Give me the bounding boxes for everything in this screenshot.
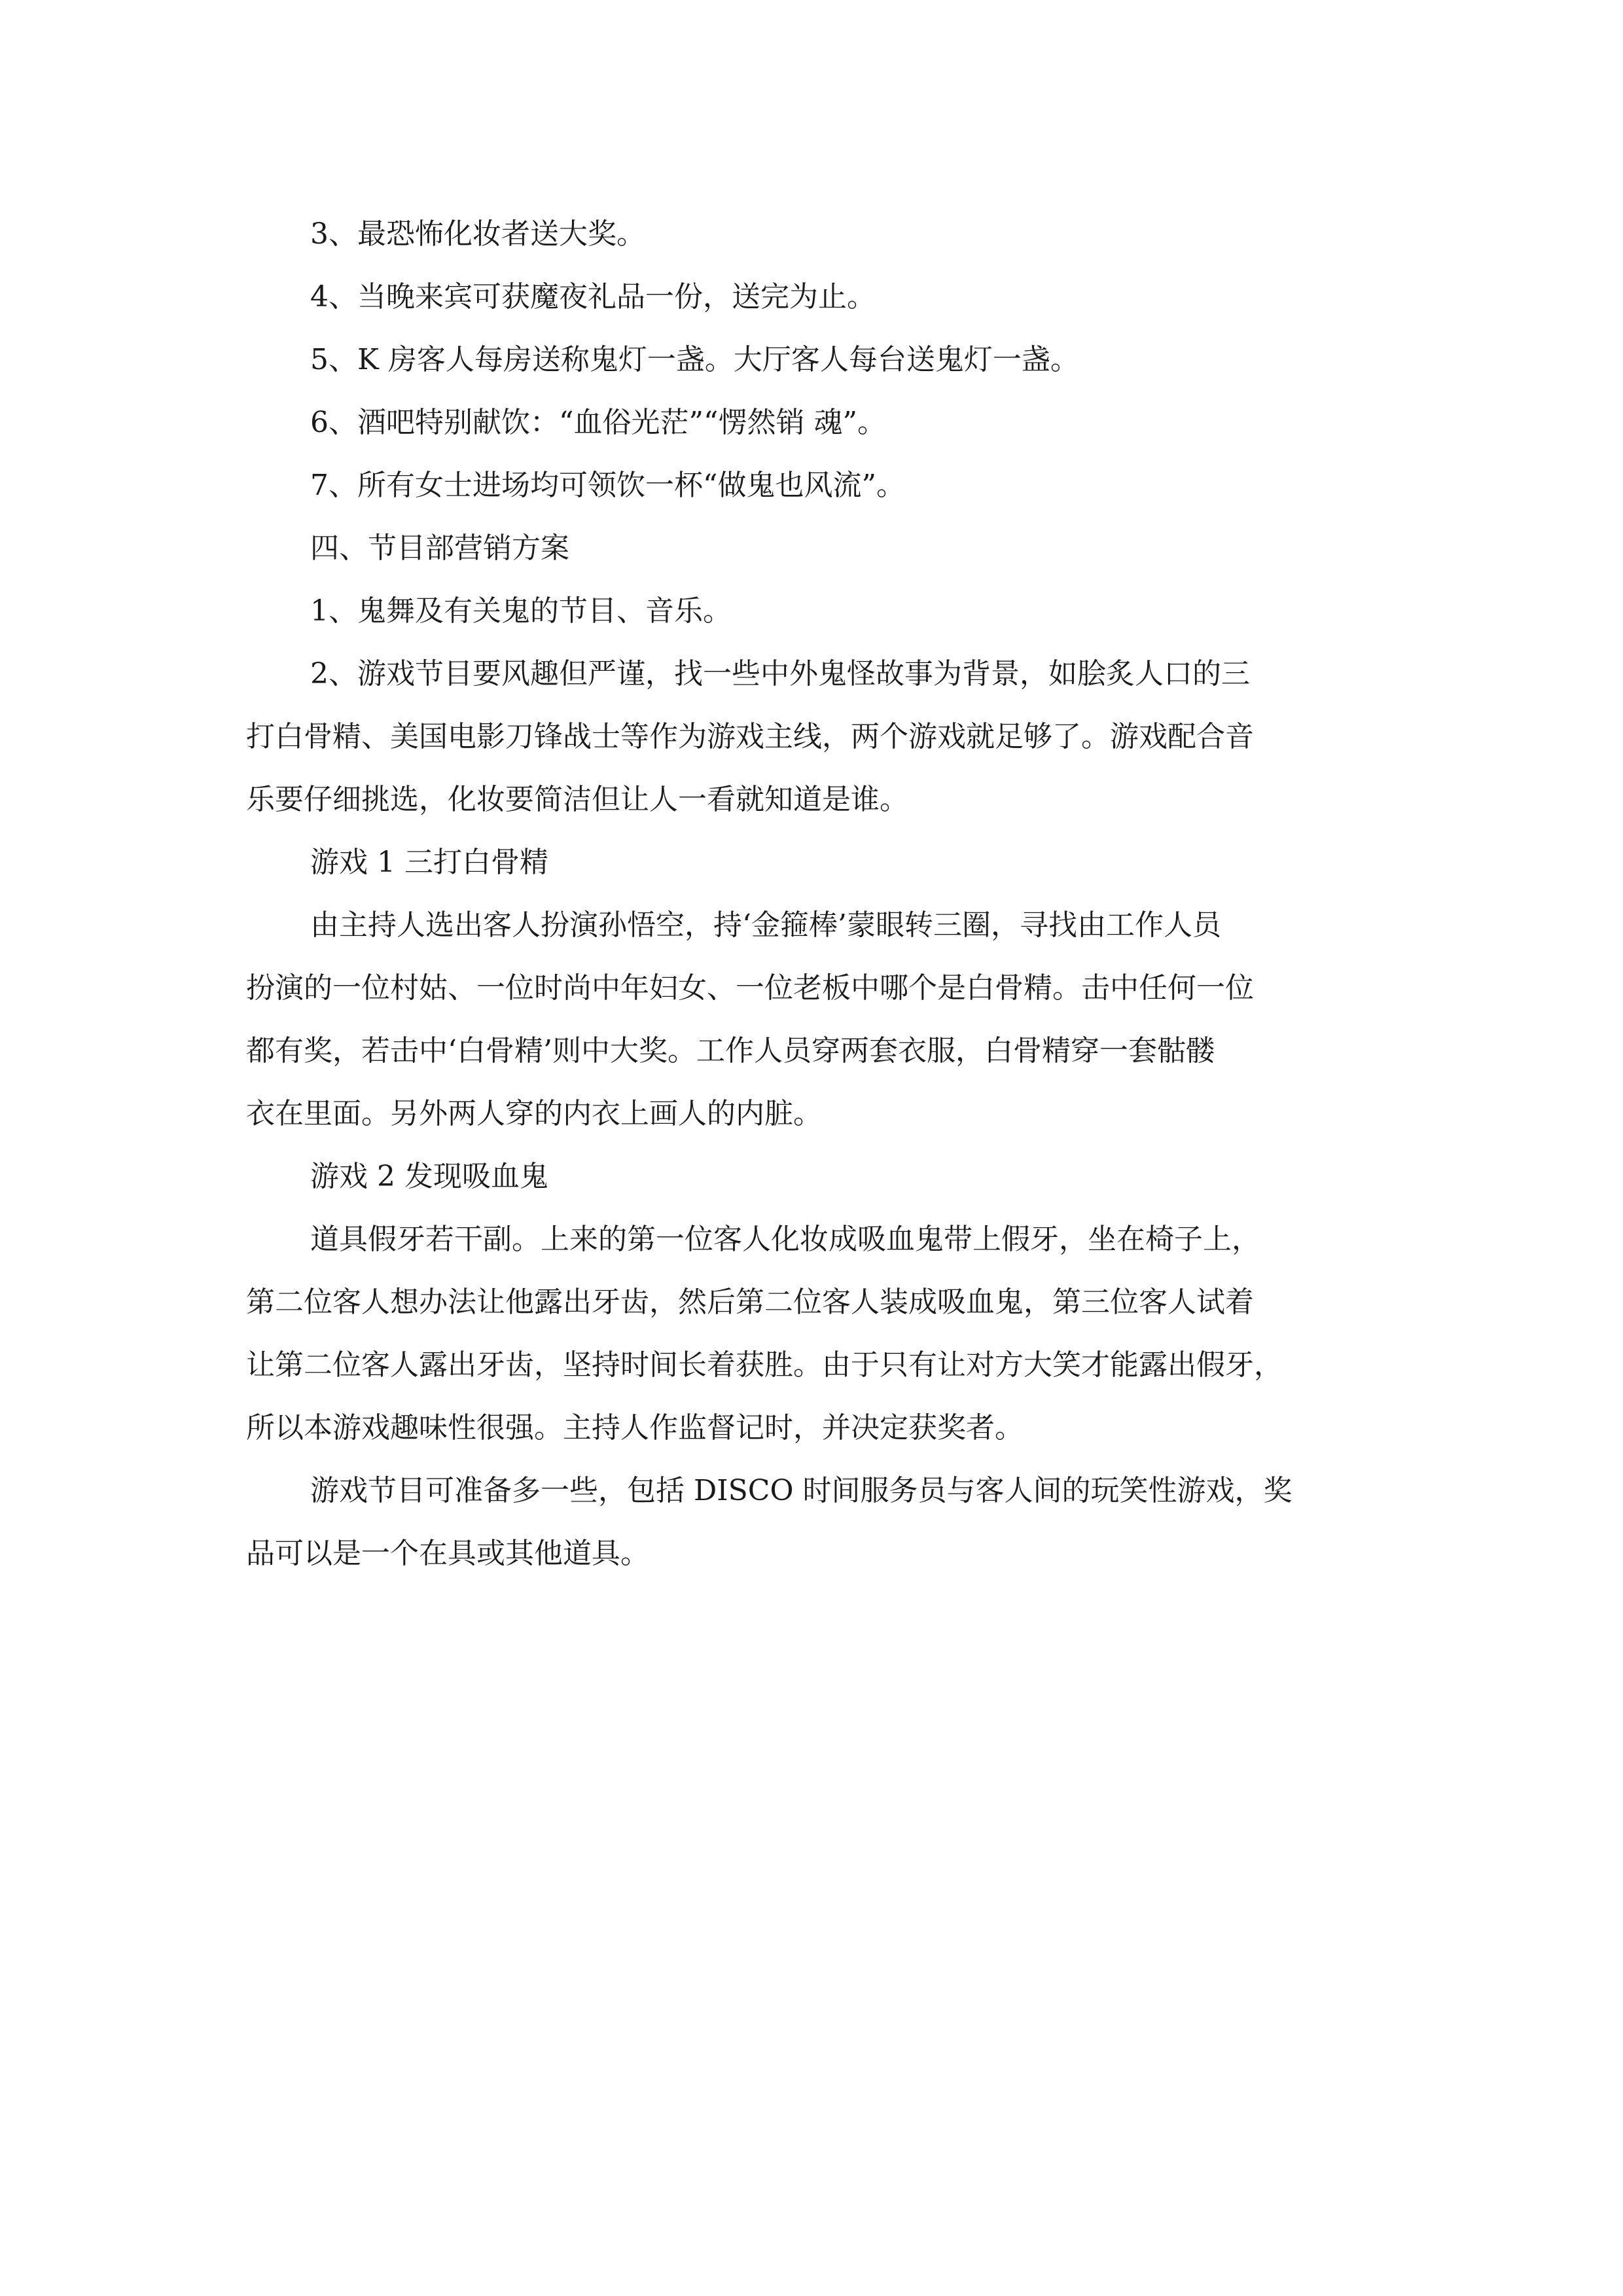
document-body <box>246 203 1380 1585</box>
paragraph-line: 乐要仔细挑选，化妆要简洁但让人一看就知道是谁。 <box>246 783 908 816</box>
paragraph-line: 游戏节目可准备多一些，包括 DISCO 时间服务员与客人间的玩笑性游戏，奖 <box>310 1474 1293 1507</box>
paragraph-line: 第二位客人想办法让他露出牙齿，然后第二位客人装成吸血鬼，第三位客人试着 <box>246 1285 1254 1319</box>
paragraph-line: 由主持人选出客人扮演孙悟空，持‘金箍棒’蒙眼转三圈，寻找由工作人员 <box>310 908 1221 942</box>
list-item-3: 3、最恐怖化妆者送大奖。 <box>310 217 645 251</box>
paragraph-line: 让第二位客人露出牙齿，坚持时间长着获胜。由于只有让对方大笑才能露出假牙， <box>246 1348 1283 1382</box>
paragraph-line: 都有奖，若击中‘白骨精’则中大奖。工作人员穿两套衣服，白骨精穿一套骷髅 <box>246 1034 1215 1067</box>
list-item-6: 6、酒吧特别献饮：“血俗光茫”“愣然销 魂”。 <box>310 406 886 439</box>
paragraph-line: 品可以是一个在具或其他道具。 <box>246 1537 649 1570</box>
paragraph-line: 道具假牙若干副。上来的第一位客人化妆成吸血鬼带上假牙，坐在椅子上， <box>310 1223 1260 1256</box>
paragraph-line: 衣在里面。另外两人穿的内衣上画人的内脏。 <box>246 1097 822 1130</box>
paragraph-line: 打白骨精、美国电影刀锋战士等作为游戏主线，两个游戏就足够了。游戏配合音 <box>246 720 1254 753</box>
section-heading: 四、节目部营销方案 <box>310 531 569 565</box>
paragraph-line: 扮演的一位村姑、一位时尚中年妇女、一位老板中哪个是白骨精。击中任何一位 <box>246 971 1254 1005</box>
list-item-7: 7、所有女士进场均可领饮一杯“做鬼也风流”。 <box>310 469 905 502</box>
game-2-heading: 游戏 2 发现吸血鬼 <box>310 1160 548 1193</box>
list-item-5: 5、K 房客人每房送称鬼灯一盏。大厅客人每台送鬼灯一盏。 <box>310 343 1079 376</box>
game-1-heading: 游戏 1 三打白骨精 <box>310 846 548 879</box>
paragraph-line: 所以本游戏趣味性很强。主持人作监督记时，并决定获奖者。 <box>246 1411 1024 1444</box>
program-item-1: 1、鬼舞及有关鬼的节目、音乐。 <box>310 594 732 628</box>
list-item-4: 4、当晚来宾可获魔夜礼品一份，送完为止。 <box>310 280 876 314</box>
paragraph-line: 2、游戏节目要风趣但严谨，找一些中外鬼怪故事为背景，如脍炙人口的三 <box>310 657 1250 691</box>
